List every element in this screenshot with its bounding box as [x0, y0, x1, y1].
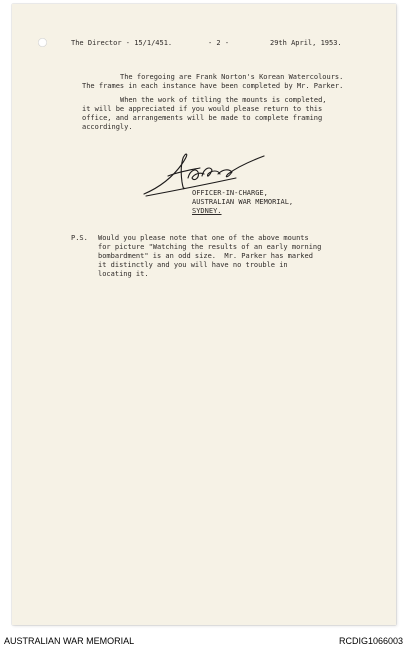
- paragraph2-line-1: When the work of titling the mounts is completed,: [120, 96, 327, 104]
- signoff-title: OFFICER-IN-CHARGE,: [192, 189, 268, 197]
- signoff-organisation: AUSTRALIAN WAR MEMORIAL,: [192, 198, 294, 206]
- paragraph1-line-2: The frames in each instance have been completed by Mr. Parker.: [82, 82, 344, 90]
- footer-institution: AUSTRALIAN WAR MEMORIAL: [4, 636, 135, 646]
- footer-record-id: RCDIG1066003: [338, 636, 403, 646]
- signoff-city: SYDNEY.: [192, 207, 222, 215]
- ps-line-4: it distinctly and you will have no trouble in: [98, 261, 288, 269]
- punch-hole: [38, 38, 47, 47]
- ps-line-5: locating it.: [98, 270, 149, 278]
- archive-footer: [0, 630, 408, 653]
- paragraph2-line-4: accordingly.: [82, 123, 133, 131]
- header-page-number: - 2 -: [208, 39, 230, 47]
- header-addressee: The Director - 15/1/451.: [71, 39, 173, 47]
- letter-page: [12, 4, 396, 625]
- ps-line-3: bombardment" is an odd size. Mr. Parker has marked: [98, 252, 313, 260]
- ps-line-1: Would you please note that one of the above mounts: [98, 234, 309, 242]
- ps-label: P.S.: [71, 234, 88, 242]
- paragraph1-line-1: The foregoing are Frank Norton's Korean Watercolours.: [120, 73, 344, 81]
- header-date: 29th April, 1953.: [270, 39, 342, 47]
- paragraph2-line-2: it will be appreciated if you would please return to this: [82, 105, 323, 113]
- paragraph2-line-3: office, and arrangements will be made to complete framing: [82, 114, 323, 122]
- ps-line-2: for picture "Watching the results of an early morning: [98, 243, 322, 251]
